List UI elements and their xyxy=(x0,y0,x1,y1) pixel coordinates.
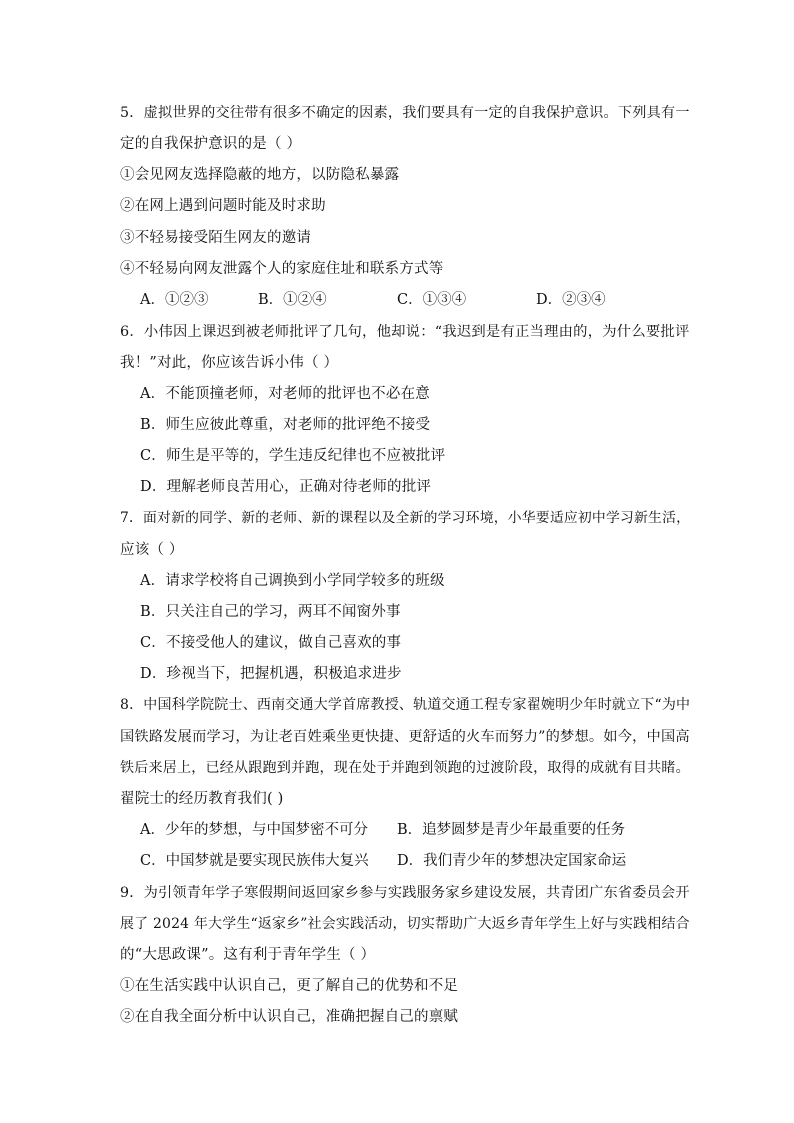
q5-stem-line-1: 5．虚拟世界的交往带有很多不确定的因素，我们要具有一定的自我保护意识。下列具有一 xyxy=(120,105,690,121)
q9-stem-line-2: 展了 2024 年大学生“返家乡”社会实践活动，切实帮助广大返乡青年学生上好与实践相结合 xyxy=(120,916,690,932)
q8-option-c[interactable]: C．中国梦就是要实现民族伟大复兴 xyxy=(140,853,369,869)
q6-option-c[interactable]: C．师生是平等的，学生违反纪律也不应被批评 xyxy=(140,448,446,464)
q8-stem-line-1: 8．中国科学院院士、西南交通大学首席教授、轨道交通工程专家翟婉明少年时就立下“为中 xyxy=(120,697,691,713)
q5-statement-1: ①会见网友选择隐蔽的地方，以防隐私暴露 xyxy=(120,167,400,183)
q6-stem-line-2: 我！”对此，你应该告诉小伟（ ） xyxy=(120,355,339,371)
q7-option-b[interactable]: B．只关注自己的学习，两耳不闻窗外事 xyxy=(140,604,401,620)
q9-statement-2: ②在自我全面分析中认识自己，准确把握自己的禀赋 xyxy=(120,1009,459,1025)
q5-statement-2: ②在网上遇到问题时能及时求助 xyxy=(120,198,326,214)
q7-option-d[interactable]: D．珍视当下，把握机遇，积极追求进步 xyxy=(140,666,402,682)
q5-option-c[interactable]: C．①③④ xyxy=(397,292,467,308)
q7-option-a[interactable]: A．请求学校将自己调换到小学同学较多的班级 xyxy=(140,573,445,589)
q6-stem-line-1: 6．小伟因上课迟到被老师批评了几句，他却说：“我迟到是有正当理由的，为什么要批评 xyxy=(120,324,690,340)
q8-stem-line-3: 铁后来居上，已经从跟跑到并跑，现在处于并跑到领跑的过渡阶段，取得的成就有目共睹。 xyxy=(120,760,690,776)
q5-statement-3: ③不轻易接受陌生网友的邀请 xyxy=(120,230,312,246)
q7-stem-line-2: 应该（ ） xyxy=(120,542,184,558)
q5-option-d[interactable]: D．②③④ xyxy=(536,292,606,308)
q5-stem-line-2: 定的自我保护意识的是（ ） xyxy=(120,136,302,152)
q5-option-b[interactable]: B．①②④ xyxy=(258,292,327,308)
q9-statement-1: ①在生活实践中认识自己，更了解自己的优势和不足 xyxy=(120,978,459,994)
q9-stem-line-3: 的“大思政课”。这有利于青年学生（ ） xyxy=(120,947,376,963)
q8-option-d[interactable]: D．我们青少年的梦想决定国家命运 xyxy=(397,853,627,869)
q6-option-d[interactable]: D．理解老师良苦用心，正确对待老师的批评 xyxy=(140,479,432,495)
q9-stem-line-1: 9．为引领青年学子寒假期间返回家乡参与实践服务家乡建设发展，共青团广东省委员会开 xyxy=(120,885,690,901)
q8-option-b[interactable]: B．追梦圆梦是青少年最重要的任务 xyxy=(397,822,626,838)
q8-stem-line-2: 国铁路发展而学习，为让老百姓乘坐更快捷、更舒适的火车而努力”的梦想。如今，中国高 xyxy=(120,729,690,745)
q8-stem-line-4: 翟院士的经历教育我们( ) xyxy=(120,791,284,807)
q6-option-b[interactable]: B．师生应彼此尊重，对老师的批评绝不接受 xyxy=(140,417,431,433)
q7-stem-line-1: 7．面对新的同学、新的老师、新的课程以及全新的学习环境，小华要适应初中学习新生活， xyxy=(120,510,691,526)
q7-option-c[interactable]: C．不接受他人的建议，做自己喜欢的事 xyxy=(140,635,402,651)
q8-option-a[interactable]: A．少年的梦想，与中国梦密不可分 xyxy=(140,822,368,838)
q6-option-a[interactable]: A．不能顶撞老师，对老师的批评也不必在意 xyxy=(140,386,430,402)
q5-option-a[interactable]: A．①②③ xyxy=(140,292,209,308)
q5-statement-4: ④不轻易向网友泄露个人的家庭住址和联系方式等 xyxy=(120,261,444,277)
